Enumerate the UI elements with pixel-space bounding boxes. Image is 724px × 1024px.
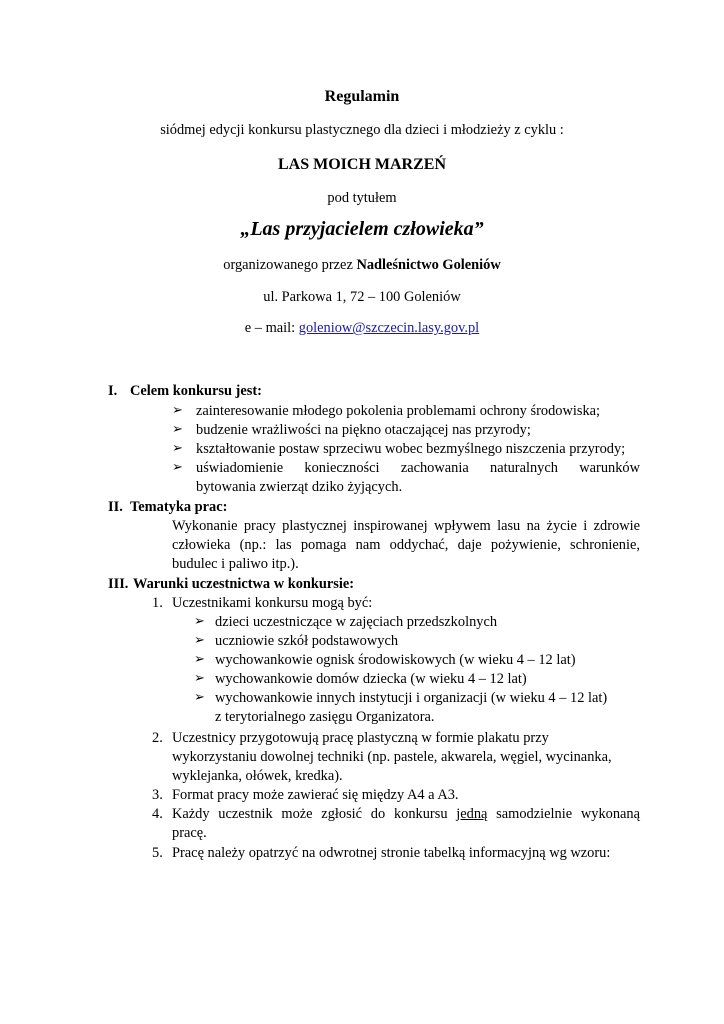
contest-title: „Las przyjacielem człowieka” xyxy=(240,218,484,240)
address-line: ul. Parkowa 1, 72 – 100 Goleniów xyxy=(263,289,461,305)
email-line xyxy=(0,319,724,338)
cycle-name: LAS MOICH MARZEŃ xyxy=(277,156,446,173)
organizer-line xyxy=(0,256,724,275)
under-title-label: pod tytułem xyxy=(327,190,397,206)
document-subtitle: siódmej edycji konkursu plastycznego dla dzieci i młodzieży z cyklu : xyxy=(160,122,564,138)
participant-item: uczniowie szkół podstawowych xyxy=(215,633,399,649)
point-4-text-after: samodzielnie wykonaną xyxy=(487,806,640,822)
section-2-text: budulec i paliwo itp.). xyxy=(172,556,299,572)
email-link[interactable]: goleniow@szczecin.lasy.gov.pl xyxy=(298,320,480,336)
point-4-number: 4. xyxy=(152,806,163,822)
arrow-bullet-icon: ➢ xyxy=(194,671,205,686)
section-2-text: Wykonanie pracy plastycznej inspirowanej wpływem lasu na życie i zdrowie xyxy=(172,518,640,534)
participant-item: wychowankowie innych instytucji i organizacji (w wieku 4 – 12 lat) xyxy=(215,690,608,706)
point-4-underlined: jedną xyxy=(456,806,488,822)
arrow-bullet-icon: ➢ xyxy=(172,403,183,418)
arrow-bullet-icon: ➢ xyxy=(194,690,205,705)
point-2-number: 2. xyxy=(152,730,163,746)
arrow-bullet-icon: ➢ xyxy=(194,614,205,629)
arrow-bullet-icon: ➢ xyxy=(194,633,205,648)
document-title: Regulamin xyxy=(324,88,400,105)
point-4-text-before: Każdy uczestnik może zgłosić do konkursu xyxy=(172,806,457,822)
point-1-text: Uczestnikami konkursu mogą być: xyxy=(172,595,373,611)
section-1-item: zainteresowanie młodego pokolenia problemami ochrony środowiska; xyxy=(196,403,601,419)
arrow-bullet-icon: ➢ xyxy=(172,422,183,437)
point-4-text xyxy=(172,805,640,824)
section-3-numeral: III. xyxy=(108,576,129,592)
point-4-text-continued: pracę. xyxy=(172,825,207,841)
section-2-heading: Tematyka prac: xyxy=(130,499,228,515)
participant-item-continued: z terytorialnego zasięgu Organizatora. xyxy=(215,709,435,725)
point-3-text: Format pracy może zawierać się między A4 a A3. xyxy=(172,787,459,803)
point-5-text: Pracę należy opatrzyć na odwrotnej stronie tabelką informacyjną wg wzoru: xyxy=(172,845,611,861)
participant-item: dzieci uczestniczące w zajęciach przedszkolnych xyxy=(215,614,498,630)
arrow-bullet-icon: ➢ xyxy=(172,441,183,456)
organizer-name: Nadleśnictwo Goleniów xyxy=(356,257,501,273)
arrow-bullet-icon: ➢ xyxy=(172,460,183,475)
point-3-number: 3. xyxy=(152,787,163,803)
section-1-item: uświadomienie konieczności zachowania naturalnych warunków xyxy=(196,460,640,476)
section-3-heading: Warunki uczestnictwa w konkursie: xyxy=(133,576,355,592)
point-5-number: 5. xyxy=(152,845,163,861)
point-2-text: wyklejanka, ołówek, kredka). xyxy=(172,768,343,784)
section-1-item: budzenie wrażliwości na piękno otaczającej nas przyrody; xyxy=(196,422,531,438)
point-1-number: 1. xyxy=(152,595,163,611)
section-1-item-continued: bytowania zwierząt dziko żyjących. xyxy=(196,479,403,495)
participant-item: wychowankowie domów dziecka (w wieku 4 – 12 lat) xyxy=(215,671,527,687)
section-1-item: kształtowanie postaw sprzeciwu wobec bezmyślnego niszczenia przyrody; xyxy=(196,441,626,457)
section-2-numeral: II. xyxy=(108,499,123,515)
point-2-text: Uczestnicy przygotowują pracę plastyczną w formie plakatu przy xyxy=(172,730,549,746)
point-2-text: wykorzystaniu dowolnej techniki (np. pastele, akwarela, węgiel, wycinanka, xyxy=(172,749,612,765)
participant-item: wychowankowie ognisk środowiskowych (w wieku 4 – 12 lat) xyxy=(215,652,576,668)
arrow-bullet-icon: ➢ xyxy=(194,652,205,667)
section-2-text: człowieka (np.: las pomaga nam oddychać, daje pożywienie, schronienie, xyxy=(172,537,640,553)
section-1-numeral: I. xyxy=(108,383,118,399)
email-prefix: e – mail: xyxy=(244,320,299,336)
section-1-heading: Celem konkursu jest: xyxy=(130,383,262,399)
organizer-prefix: organizowanego przez xyxy=(223,257,357,273)
